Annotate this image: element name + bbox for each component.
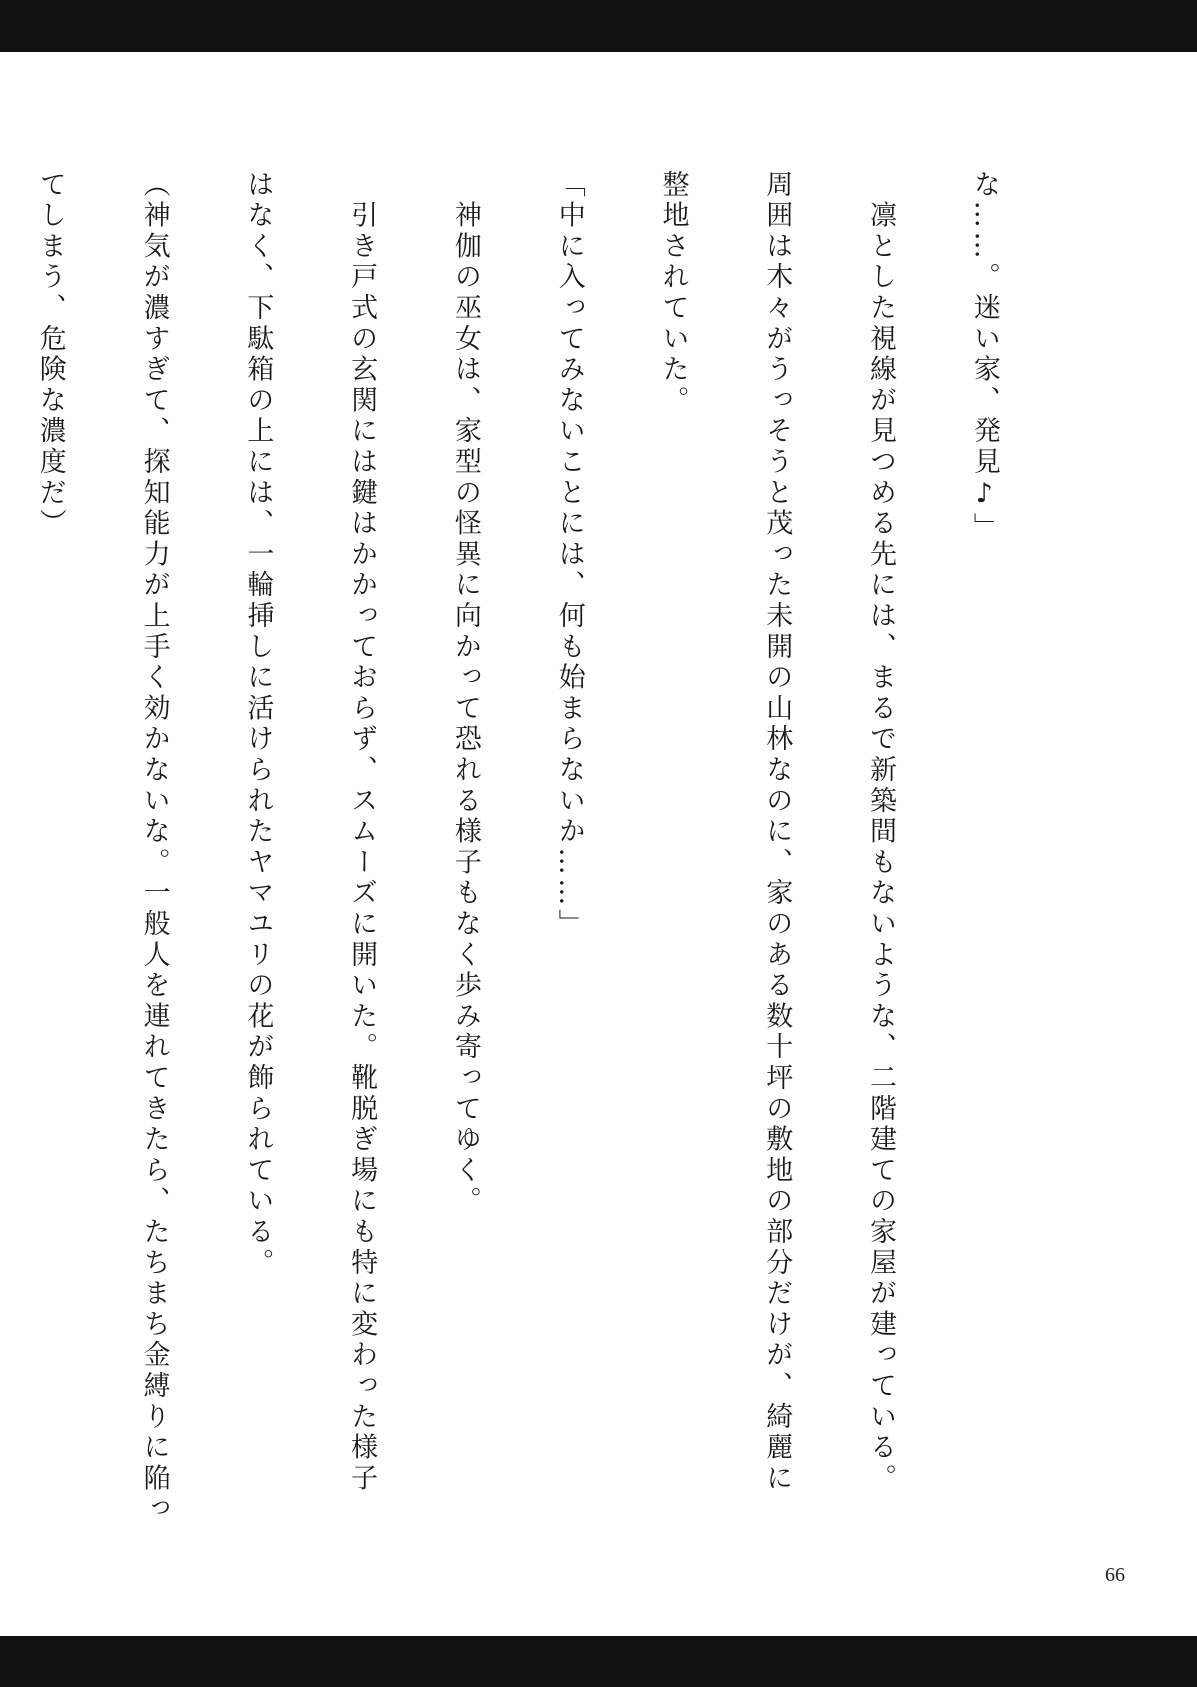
page-number: 66 bbox=[1105, 1564, 1125, 1586]
text-line: 神伽の巫女は、家型の怪異に向かって恐れる様子もなく歩み寄ってゆく。 bbox=[449, 170, 481, 1218]
text-line: 「中に入ってみないことには、何も始まらないか……」 bbox=[553, 170, 585, 940]
text-line: な……。迷い家、発見♪」 bbox=[968, 170, 1000, 544]
text-line: （神気が濃すぎて、探知能力が上手く効かないな。一般人を連れてきたら、たちまち金縛りに陥っ bbox=[138, 170, 170, 1526]
text-line: 凛とした視線が見つめる先には、まるで新築間もないような、二階建ての家屋が建っている。 bbox=[865, 170, 897, 1495]
text-line: てしまう、危険な濃度だ） bbox=[34, 170, 66, 540]
bottom-black-bar bbox=[0, 1636, 1197, 1687]
top-black-bar bbox=[0, 0, 1197, 52]
text-line: 引き戸式の玄関には鍵はかかっておらず、スムーズに開いた。靴脱ぎ場にも特に変わった様子 bbox=[346, 170, 378, 1495]
text-line: 周囲は木々がうっそうと茂った未開の山林なのに、家のある数十坪の敷地の部分だけが、綺麗に bbox=[761, 170, 793, 1495]
text-line: はなく、下駄箱の上には、一輪挿しに活けられたヤマユリの花が飾られている。 bbox=[242, 170, 274, 1279]
vertical-body-text bbox=[34, 170, 1070, 1526]
text-line: 整地されていた。 bbox=[657, 170, 689, 417]
